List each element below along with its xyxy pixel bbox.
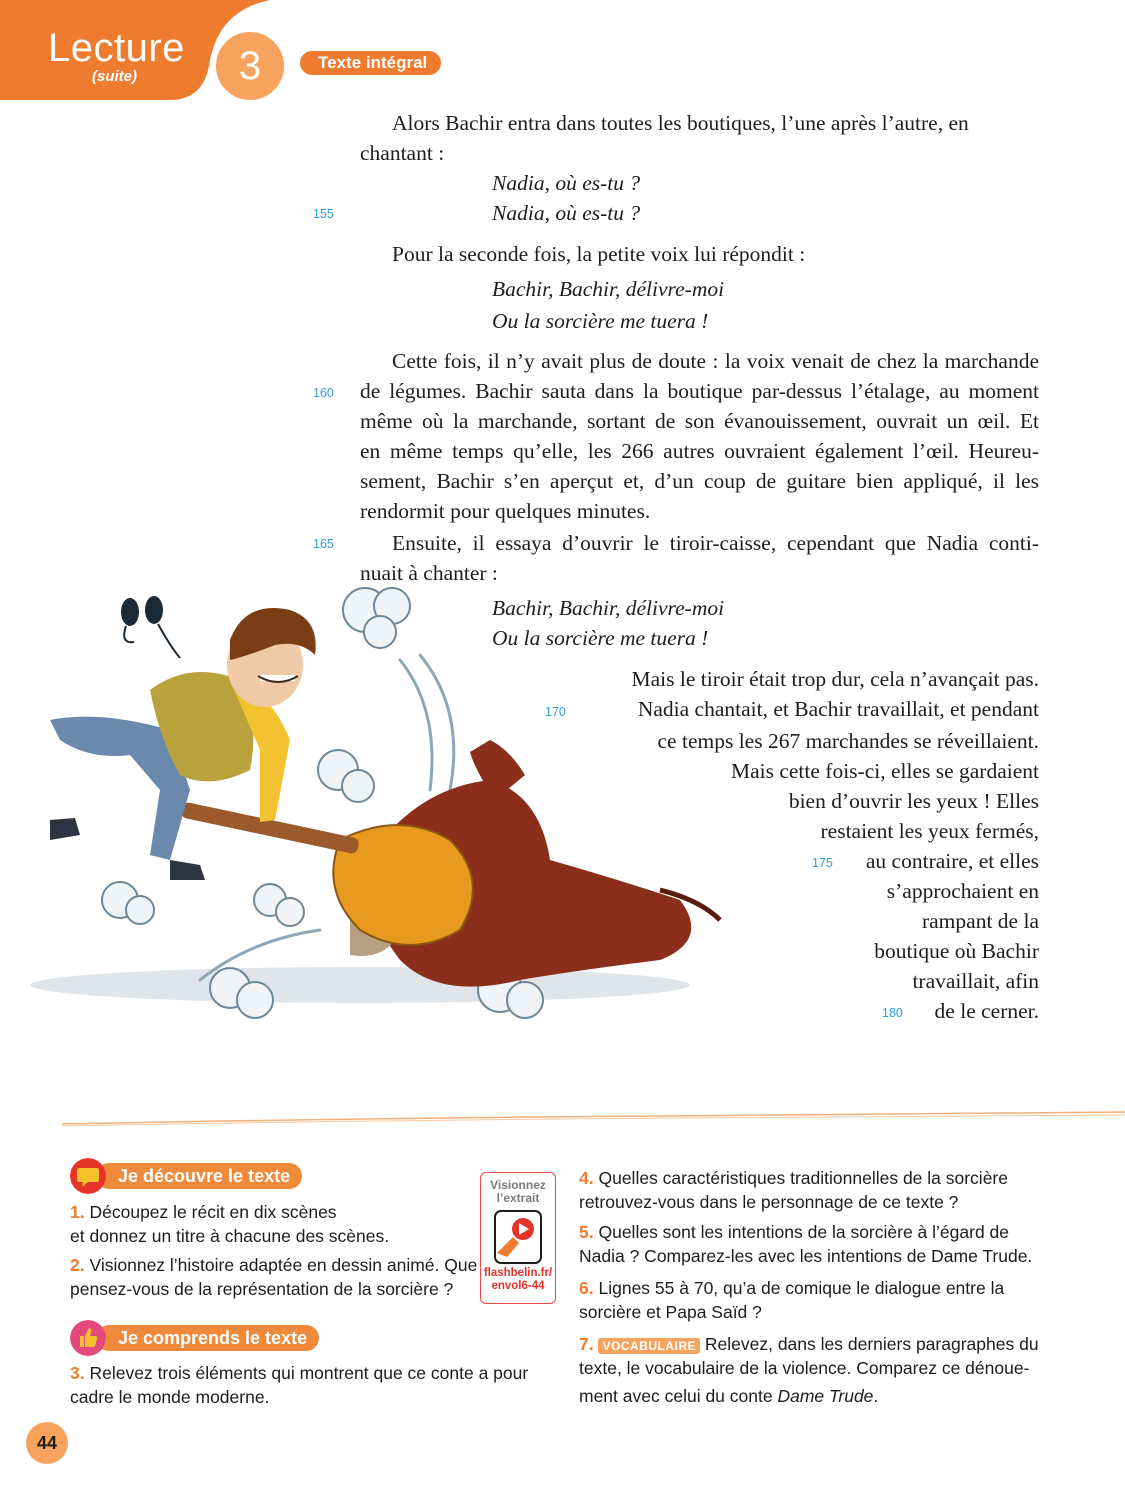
vocabulary-tag: VOCABULAIRE xyxy=(598,1338,700,1354)
text-line: nuait à chanter : xyxy=(360,561,498,585)
text-line: travaillait, afin xyxy=(912,969,1039,993)
text-line: Ensuite, il essaya d’ouvrir le tiroir-caisse, cependant que Nadia conti- xyxy=(392,531,1039,555)
line-number: 175 xyxy=(812,856,833,870)
text-line: bien d’ouvrir les yeux ! Elles xyxy=(788,789,1039,813)
text-line: Mais cette fois-ci, elles se gardaient xyxy=(730,759,1039,783)
question-2 xyxy=(70,1253,477,1277)
badge-title-line: l’extrait xyxy=(496,1191,540,1205)
song-line: Nadia, où es-tu ? xyxy=(492,171,641,195)
text-line: s’approchaient en xyxy=(886,879,1039,903)
question-text: Nadia ? Comparez-les avec les intentions de Dame Trude. xyxy=(579,1246,1033,1266)
question-text: retrouvez-vous dans le personnage de ce texte ? xyxy=(579,1192,959,1212)
question-text: Relevez, dans les derniers paragraphes du xyxy=(704,1334,1039,1354)
text-line: Mais le tiroir était trop dur, cela n’avançait pas. xyxy=(631,667,1039,691)
question-text-line xyxy=(579,1384,878,1408)
question-text: texte, le vocabulaire de la violence. Comparez ce dénoue- xyxy=(579,1358,1030,1378)
text-line: chantant : xyxy=(360,141,445,165)
song-line: Ou la sorcière me tuera ! xyxy=(492,626,709,650)
page-number: 44 xyxy=(26,1422,68,1464)
thumbs-up-icon xyxy=(70,1320,106,1356)
text-line: restaient les yeux fermés, xyxy=(820,819,1039,843)
badge-link-line: flashbelin.fr/ xyxy=(483,1267,553,1279)
question-text: sorcière et Papa Saïd ? xyxy=(579,1302,762,1322)
question-text: Découpez le récit en dix scènes xyxy=(89,1202,337,1222)
question-number: 4. xyxy=(579,1168,594,1188)
text-line: au contraire, et elles xyxy=(865,849,1039,873)
section-divider xyxy=(62,1106,1125,1130)
badge-link-line: envol6-44 xyxy=(491,1280,545,1292)
text-line: Pour la seconde fois, la petite voix lui répondit : xyxy=(392,242,806,266)
question-4 xyxy=(579,1166,1008,1190)
question-text: Relevez trois éléments qui montrent que ce conte a pour xyxy=(89,1363,529,1383)
text-line: rendormit pour quelques minutes. xyxy=(360,499,651,523)
text-line: en même temps qu’elle, les 266 autres ouvraient également l’œil. Heureu- xyxy=(360,439,1039,463)
full-text-badge: Texte intégral xyxy=(300,51,441,75)
speech-bubble-icon xyxy=(70,1158,106,1194)
question-text: Lignes 55 à 70, qu’a de comique le dialogue entre la xyxy=(598,1278,1005,1298)
question-5 xyxy=(579,1220,1009,1244)
text-line: même où la marchande, sortant de son évanouissement, ouvrait un œil. Et xyxy=(360,409,1039,433)
text-line: boutique où Bachir xyxy=(874,939,1039,963)
question-number: 6. xyxy=(579,1278,594,1298)
section-understand-title: Je comprends le texte xyxy=(96,1325,319,1351)
question-7 xyxy=(579,1332,1039,1358)
text-line: de le cerner. xyxy=(934,999,1039,1023)
play-icon xyxy=(493,1209,543,1265)
question-number: 2. xyxy=(70,1255,85,1275)
song-line: Ou la sorcière me tuera ! xyxy=(492,309,709,333)
question-text: Visionnez l’histoire adaptée en dessin animé. Que xyxy=(89,1255,478,1275)
text-line: ce temps les 267 marchandes se réveillaient. xyxy=(657,729,1039,753)
section-discover-title: Je découvre le texte xyxy=(96,1163,302,1189)
question-number: 1. xyxy=(70,1202,85,1222)
song-line: Bachir, Bachir, délivre-moi xyxy=(492,596,725,620)
question-number: 3. xyxy=(70,1363,85,1383)
text-line: Nadia chantait, et Bachir travaillait, et pendant xyxy=(637,697,1039,721)
line-number: 155 xyxy=(313,207,334,221)
chapter-number: 3 xyxy=(212,28,288,104)
question-text: cadre le monde moderne. xyxy=(70,1387,270,1407)
video-link-badge[interactable] xyxy=(480,1172,556,1304)
text-line: Alors Bachir entra dans toutes les boutiques, l’une après l’autre, en xyxy=(392,111,969,135)
text-line: Cette fois, il n’y avait plus de doute : la voix venait de chez la marchande xyxy=(392,349,1039,373)
line-number: 165 xyxy=(313,537,334,551)
question-6 xyxy=(579,1276,1004,1300)
section-title: Lecture xyxy=(48,26,185,70)
song-line: Nadia, où es-tu ? xyxy=(492,201,641,225)
question-1 xyxy=(70,1200,337,1224)
question-number: 5. xyxy=(579,1222,594,1242)
question-text: Quelles sont les intentions de la sorcière à l’égard de xyxy=(598,1222,1009,1242)
text-line: sement, Bachir s’en aperçut et, d’un coup de guitare bien appliqué, il les xyxy=(360,469,1039,493)
badge-title-line: Visionnez xyxy=(490,1178,546,1192)
song-line: Bachir, Bachir, délivre-moi xyxy=(492,277,725,301)
section-subtitle: (suite) xyxy=(92,68,137,85)
book-title: Dame Trude xyxy=(777,1386,874,1406)
text-line: de légumes. Bachir sauta dans la boutique par-dessus l’étalage, au moment xyxy=(360,379,1039,403)
line-number: 160 xyxy=(313,386,334,400)
question-number: 7. xyxy=(579,1334,594,1354)
illustration-bachir-guitar xyxy=(20,560,740,1100)
question-text: Quelles caractéristiques traditionnelles de la sorcière xyxy=(598,1168,1008,1188)
question-text: pensez-vous de la représentation de la sorcière ? xyxy=(70,1279,454,1299)
question-text: et donnez un titre à chacune des scènes. xyxy=(70,1226,390,1246)
line-number: 180 xyxy=(882,1006,903,1020)
question-3 xyxy=(70,1361,528,1385)
text-line: rampant de la xyxy=(921,909,1039,933)
line-number: 170 xyxy=(545,705,566,719)
question-text: ment avec celui du conte xyxy=(579,1386,778,1406)
question-text: . xyxy=(873,1386,879,1406)
